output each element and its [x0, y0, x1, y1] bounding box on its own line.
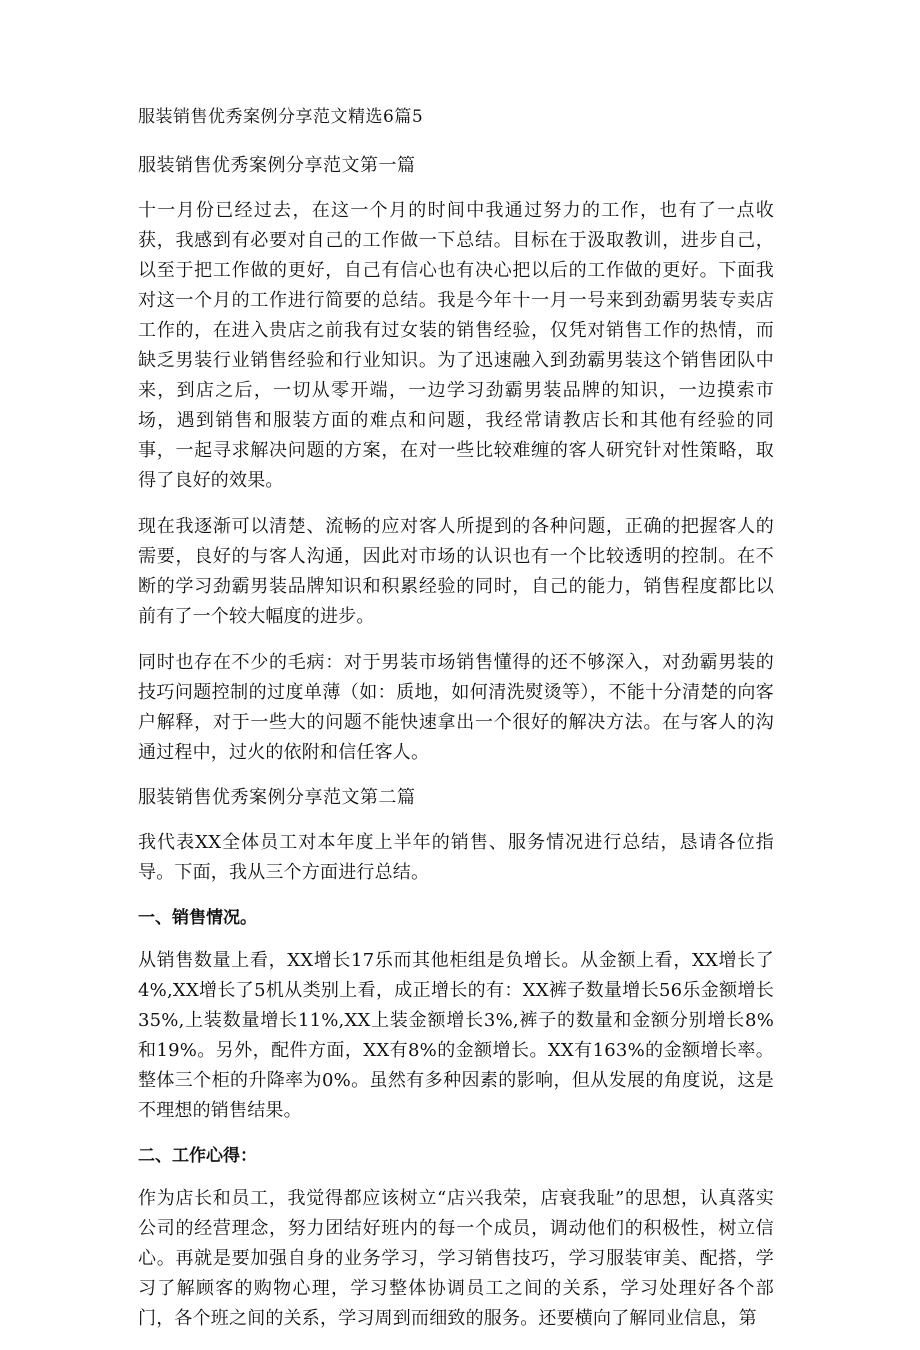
section-1-paragraph-3: 同时也存在不少的毛病：对于男装市场销售懂得的还不够深入，对劲霸男装的技巧问题控制的过度单薄（如：质地，如何清洗熨烫等），不能十分清楚的向客户解释，对于一些大的问题不能快速拿出一个很好的解决方法。在与客人的沟通过程中，过火的依附和信任客人。: [138, 652, 774, 763]
sales-situation-heading: 一、销售情况。: [138, 908, 257, 928]
work-experience-heading: 二、工作心得：: [138, 1146, 257, 1166]
section-2-heading: 服装销售优秀案例分享范文第二篇: [138, 787, 416, 808]
section-2-intro: 我代表XX全体员工对本年度上半年的销售、服务情况进行总结，恳请各位指导。下面，我从三个方面进行总结。: [138, 832, 774, 883]
document-page: [138, 104, 774, 1350]
section-1-heading: 服装销售优秀案例分享范文第一篇: [138, 155, 416, 176]
work-experience-text: 作为店长和员工，我觉得都应该树立“店兴我荣，店衰我耻”的思想，认真落实公司的经营理念，努力团结好班内的每一个成员，调动他们的积极性，树立信心。再就是要加强自身的业务学习，学习销售技巧，学习服装审美、配搭，学习了解顾客的购物心理，学习整体协调员工之间的关系，学习处理好各个部门，各个班之间的关系，学习周到而细致的服务。还要横向了解同业信息，第: [138, 1188, 774, 1329]
sales-situation-text: 从销售数量上看，XX增长17乐而其他柜组是负增长。从金额上看，XX增长了4%,XX增长了5机从类别上看，成正增长的有：XX裤子数量增长56乐金额增长35%,上装数量增长11%,XX上装金额增长3%,裤子的数量和金额分别增长8%和19%。另外，配件方面，XX有8%的金额增长。XX有163%的金额增长率。整体三个柜的升降率为0%。虽然有多种因素的影响，但从发展的角度说，这是不理想的销售结果。: [138, 950, 774, 1121]
section-1-paragraph-2: 现在我逐渐可以清楚、流畅的应对客人所提到的各种问题，正确的把握客人的需要，良好的与客人沟通，因此对市场的认识也有一个比较透明的控制。在不断的学习劲霸男装品牌知识和积累经验的同时，自己的能力，销售程度都比以前有了一个较大幅度的进步。: [138, 516, 774, 627]
document-title: 服装销售优秀案例分享范文精选6篇5: [138, 107, 424, 127]
section-1-paragraph-1: 十一月份已经过去，在这一个月的时间中我通过努力的工作，也有了一点收获，我感到有必要对自己的工作做一下总结。目标在于汲取教训，进步自己，以至于把工作做的更好，自己有信心也有决心把以后的工作做的更好。下面我对这一个月的工作进行简要的总结。我是今年十一月一号来到劲霸男装专卖店工作的，在进入贵店之前我有过女装的销售经验，仅凭对销售工作的热情，而缺乏男装行业销售经验和行业知识。为了迅速融入到劲霸男装这个销售团队中来，到店之后，一切从零开端，一边学习劲霸男装品牌的知识，一边摸索市场，遇到销售和服装方面的难点和问题，我经常请教店长和其他有经验的同事，一起寻求解决问题的方案，在对一些比较难缠的客人研究针对性策略，取得了良好的效果。: [138, 200, 774, 491]
